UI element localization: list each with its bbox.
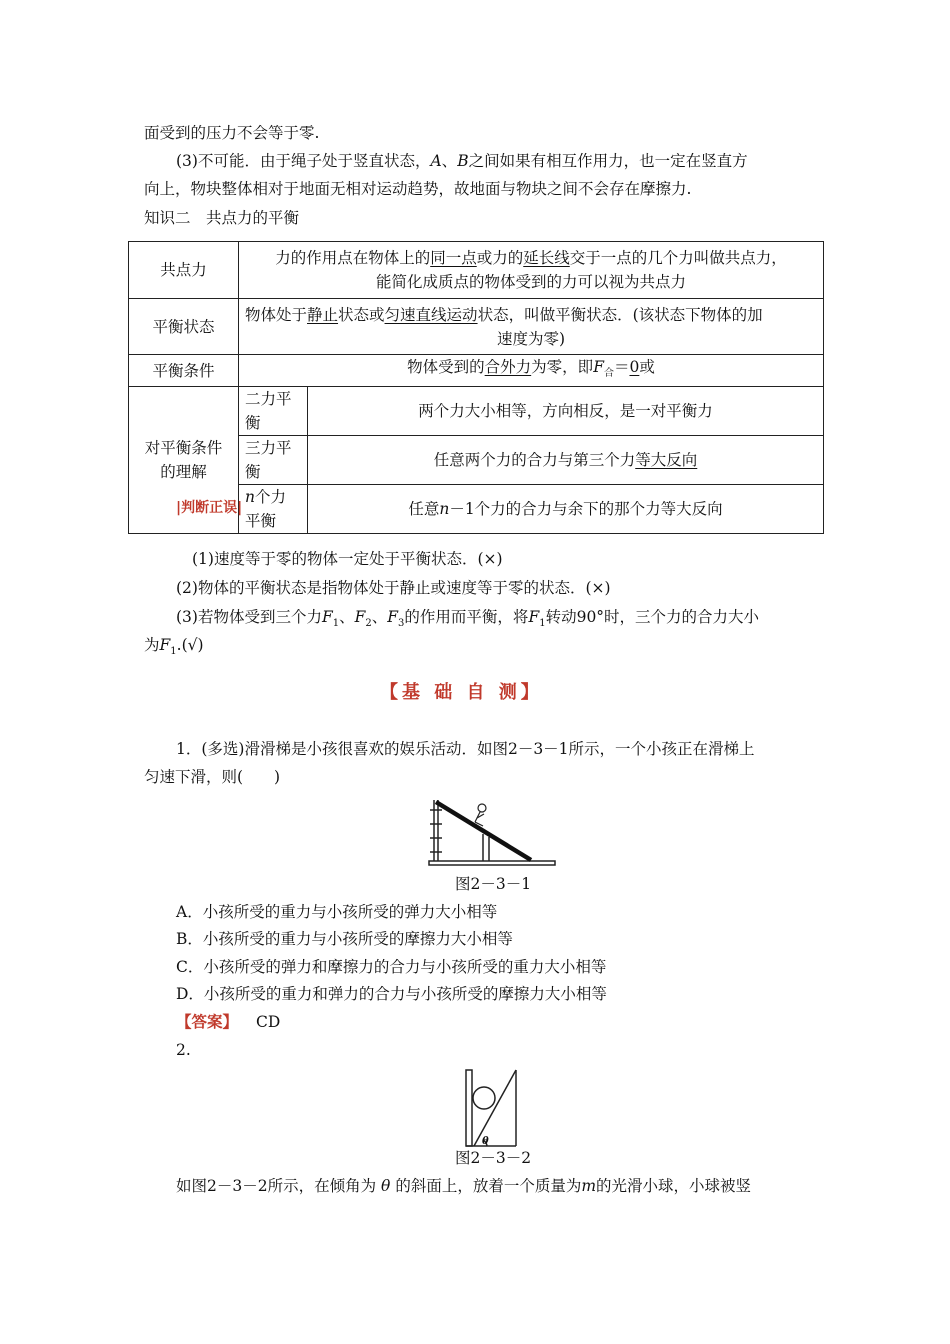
- intro-line: 面受到的压力不会等于零.: [144, 124, 320, 142]
- row-content: 物体处于静止状态或匀速直线运动状态，叫做平衡状态．(该状态下物体的加 速度为零): [239, 299, 824, 355]
- vertical-board: [466, 1070, 472, 1146]
- option-b: B．小孩所受的重力与小孩所受的摩擦力大小相等: [176, 930, 513, 948]
- intro-item-3-cont: 向上，物块整体相对于地面无相对运动趋势，故地面与物块之间不会存在摩擦力.: [144, 180, 692, 198]
- table-row: [129, 387, 824, 436]
- judge-label: |判断正误|: [176, 500, 243, 516]
- ball: [473, 1087, 495, 1109]
- knowledge-title: 知识二 共点力的平衡: [144, 209, 300, 227]
- option-c: C．小孩所受的弹力和摩擦力的合力与小孩所受的重力大小相等: [176, 958, 607, 976]
- row-head: 平衡条件: [129, 355, 239, 387]
- option-a: A．小孩所受的重力与小孩所受的弹力大小相等: [176, 903, 498, 921]
- judge-q1: (1)速度等于零的物体一定处于平衡状态．(×): [192, 550, 503, 568]
- sub-name: 三力平衡: [239, 436, 308, 485]
- table-row: [129, 355, 824, 387]
- judge-q3-cont: 为$F_1.(√)$: [144, 636, 204, 658]
- row-content: 力的作用点在物体上的同一点或力的延长线交于一点的几个力叫做共点力， 能简化成质点的物体受到的力可以视为共点力: [239, 242, 824, 299]
- child-head: [478, 804, 486, 812]
- section-title: 【基 础 自 测】: [380, 682, 543, 703]
- problem2-number: 2.: [176, 1041, 191, 1059]
- judge-q2: (2)物体的平衡状态是指物体处于静止或速度等于零的状态．(×): [176, 579, 611, 597]
- figure-caption: 图2－3－2: [455, 1149, 532, 1167]
- table-row: [129, 299, 824, 355]
- theta-label: θ: [482, 1136, 489, 1147]
- problem1-stem-cont: 匀速下滑，则( ): [144, 768, 281, 786]
- judge-q3: (3)若物体受到三个力$F_1$、$F_2$、$F_3$的作用而平衡，将$F_1$转动90°时，三个力的合力大小: [176, 608, 760, 630]
- row-head: 共点力: [129, 242, 239, 299]
- sub-name: 二力平衡: [239, 387, 308, 436]
- incline-figure: [462, 1068, 520, 1148]
- intro-item-3: (3)不可能．由于绳子处于竖直状态，A、B之间如果有相互作用力，也一定在竖直方: [176, 152, 748, 170]
- row-head: 平衡状态: [129, 299, 239, 355]
- option-d: D．小孩所受的重力和弹力的合力与小孩所受的摩擦力大小相等: [176, 985, 607, 1003]
- table-row: [129, 242, 824, 299]
- slide-figure: [425, 796, 560, 868]
- knowledge-table: [128, 241, 824, 534]
- figure-caption: 图2－3－1: [455, 875, 532, 893]
- row-content: 物体受到的合外力为零，即$F_合=0$或: [239, 355, 824, 387]
- answer: 【答案】 CD: [176, 1013, 281, 1031]
- problem1-stem: 1．(多选)滑滑梯是小孩很喜欢的娱乐活动．如图2－3－1所示，一个小孩正在滑梯上: [176, 740, 755, 758]
- slide-base: [429, 861, 555, 865]
- sub-desc: 任意两个力的合力与第三个力等大反向: [308, 436, 824, 485]
- sub-name: n个力平衡: [239, 485, 308, 534]
- problem2-stem: 如图2－3－2所示，在倾角为 θ 的斜面上，放着一个质量为m的光滑小球，小球被竖: [176, 1177, 752, 1195]
- sub-desc: 两个力大小相等，方向相反，是一对平衡力: [308, 387, 824, 436]
- sub-desc: 任意n－1个力的合力与余下的那个力等大反向: [308, 485, 824, 534]
- row-head: 对平衡条件 的理解: [129, 387, 239, 534]
